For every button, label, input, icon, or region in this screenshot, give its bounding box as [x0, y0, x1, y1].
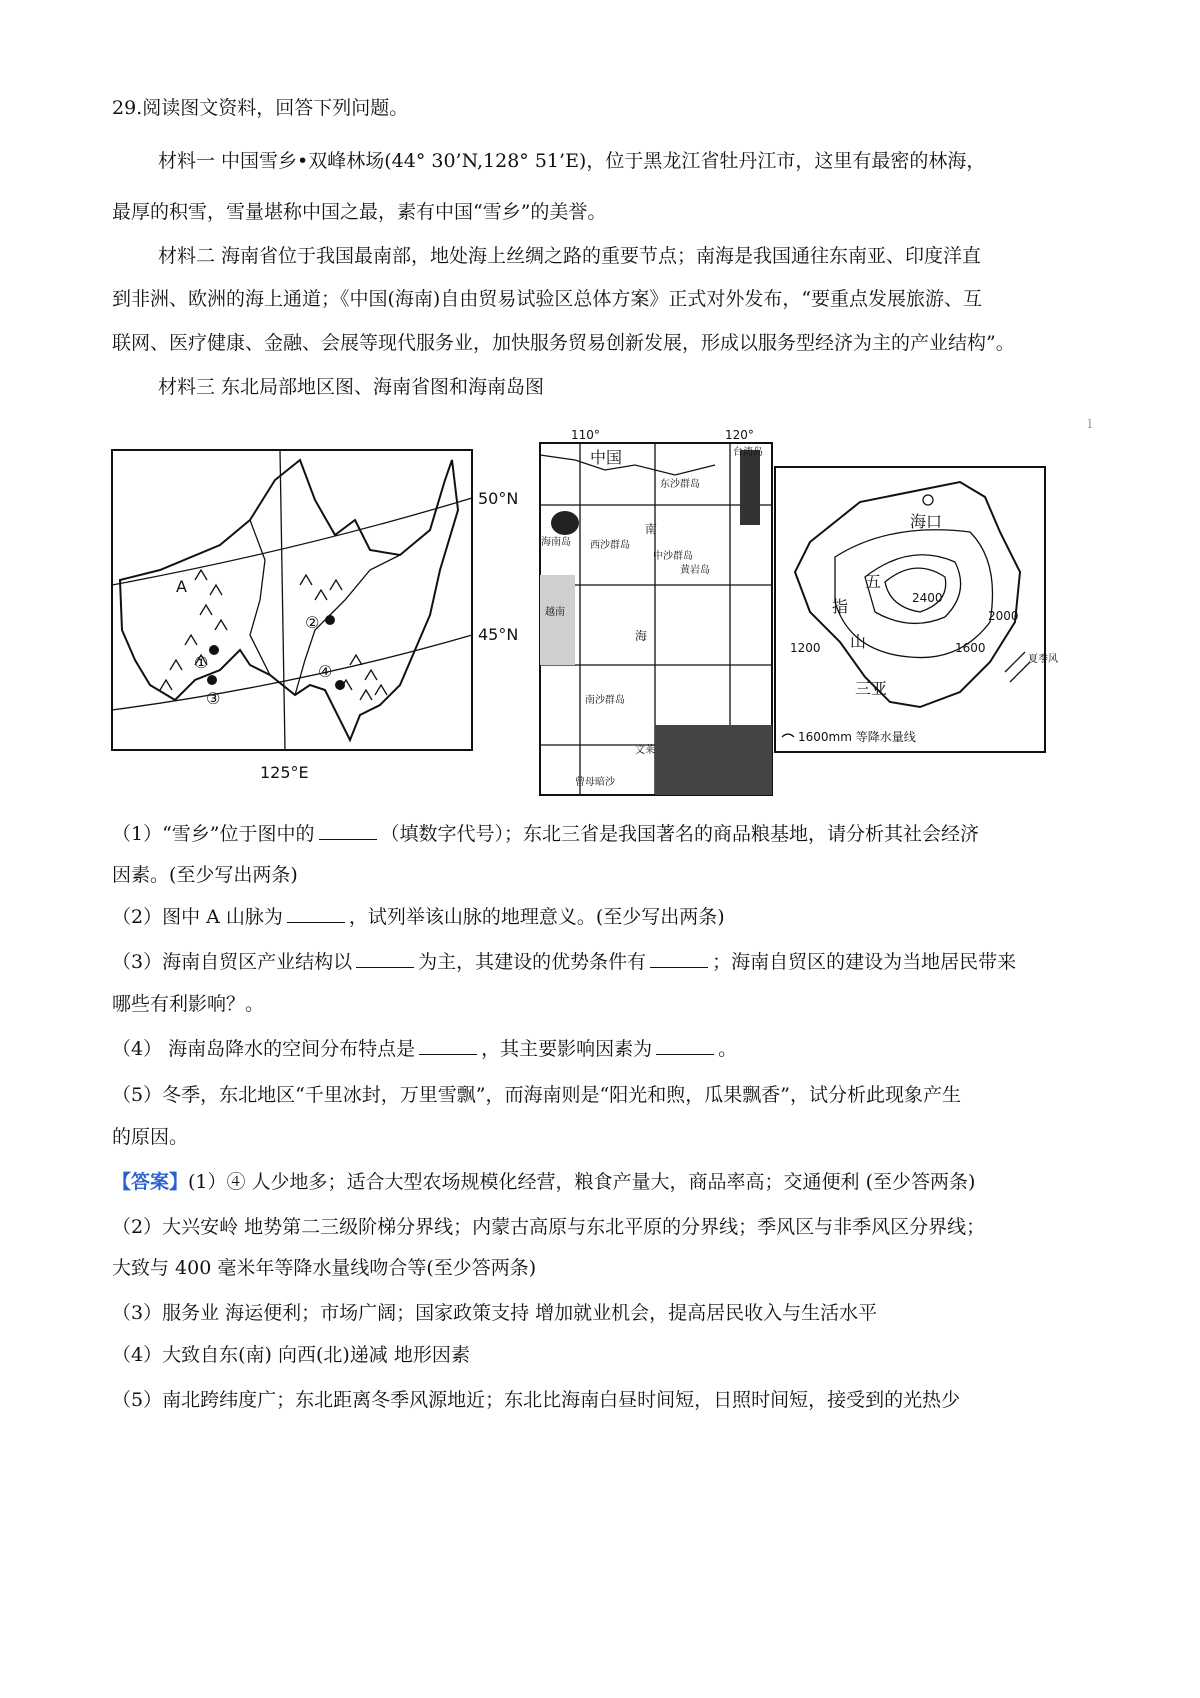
answer2-line1: （2）大兴安岭 地势第二三级阶梯分界线；内蒙古高原与东北平原的分界线；季风区与非季风区分界线；: [112, 1216, 986, 1238]
q1-line2: 因素。(至少写出两条): [112, 864, 298, 886]
shan-label: 山: [850, 632, 867, 651]
material3-caption: 材料三 东北局部地区图、海南省图和海南岛图: [158, 376, 545, 398]
lon-125-line: [280, 450, 285, 750]
q4-blank-1[interactable]: [419, 1036, 477, 1055]
isohyet-2400-label: 2400: [912, 591, 943, 605]
haikou-label: 海口: [910, 512, 943, 531]
lon-125-label: 125°E: [260, 763, 309, 782]
point-3-dot: [207, 675, 217, 685]
vietnam-shape: [540, 575, 575, 665]
q4-text-b: ，其主要影响因素为: [481, 1038, 653, 1060]
northeast-map: [100, 440, 540, 870]
china-label: 中国: [590, 448, 623, 467]
q1-line1: [112, 820, 979, 848]
q5-line2: 的原因。: [112, 1126, 189, 1148]
q3-line1: [112, 948, 1016, 976]
hainan-label: 海南岛: [541, 537, 571, 548]
point-1-dot: [209, 645, 219, 655]
answer5-line: （5）南北跨纬度广；东北距离冬季风源地近；东北比海南白昼时间短，日照时间短，接受到的光热少: [112, 1389, 961, 1411]
china-coast: [540, 455, 715, 475]
borneo-shape: [655, 725, 772, 795]
q3-text-b: 为主，其建设的优势条件有: [418, 951, 647, 973]
lat-45-line: [112, 635, 472, 710]
point-2-dot: [325, 615, 335, 625]
q3-blank-2[interactable]: [650, 949, 708, 968]
q2-line: [112, 903, 725, 931]
material2-line3: 联网、医疗健康、金融、会展等现代服务业，加快服务贸易创新发展，形成以服务型经济为主的产业结构”。: [112, 332, 1015, 354]
hainan-province-map: [535, 425, 780, 800]
q2-text-a: （2）图中 A 山脉为: [112, 906, 283, 928]
zhi-label: 指: [832, 597, 849, 616]
q1-text-a: （1）“雪乡”位于图中的: [112, 823, 315, 845]
question-title: 29.阅读图文资料，回答下列问题。: [112, 97, 409, 119]
nan-label: 南: [645, 522, 658, 536]
zhongsha-label: 中沙群岛: [653, 551, 693, 562]
mountain-a-label: A: [176, 577, 187, 596]
summer-wind-label: 夏季风: [1028, 654, 1058, 665]
point-3-label: ③: [206, 689, 221, 708]
legend-line-icon: [782, 734, 794, 737]
isohyet-2000-label: 2000: [988, 609, 1019, 623]
zengmu-label: 曾母暗沙: [575, 777, 615, 788]
q3-line2: 哪些有利影响？。: [112, 993, 265, 1015]
summer-wind-arrows: [1005, 652, 1030, 682]
material1-line1: 材料一 中国雪乡•双峰林场(44° 30’N,128° 51’E)，位于黑龙江省牡丹江市，这里有最密的林海，: [158, 150, 986, 172]
material2-line1: 材料二 海南省位于我国最南部，地处海上丝绸之路的重要节点；南海是我国通往东南亚、印度洋直: [158, 245, 982, 267]
lat-50-line: [112, 498, 472, 585]
hai-label: 海: [635, 629, 648, 643]
q4-text-c: 。: [718, 1038, 738, 1060]
taiwan-label: 台湾岛: [733, 447, 763, 458]
lat-45-label: 45°N: [478, 625, 519, 644]
point-1-label: ①: [194, 653, 209, 672]
answer1-line: [112, 1168, 975, 1196]
island-outline: [795, 482, 1020, 707]
material1-line2: 最厚的积雪，雪量堪称中国之最，素有中国“雪乡”的美誉。: [112, 201, 607, 223]
northeast-map-frame: [112, 450, 472, 750]
nansha-label: 南沙群岛: [585, 695, 625, 706]
huangyan-label: 黄岩岛: [680, 565, 710, 576]
stray-mark: l: [1088, 417, 1092, 431]
taiwan-shape: [740, 450, 760, 525]
point-2-label: ②: [305, 613, 320, 632]
q4-text-a: （4） 海南岛降水的空间分布特点是: [112, 1038, 416, 1060]
lat-50-label: 50°N: [478, 489, 519, 508]
answer2-line2: 大致与 400 毫米年等降水量线吻合等(至少答两条): [112, 1257, 537, 1279]
point-4-dot: [335, 680, 345, 690]
q1-blank[interactable]: [319, 821, 377, 840]
q2-blank[interactable]: [287, 904, 345, 923]
material2-line2: 到非洲、欧洲的海上通道；《中国(海南)自由贸易试验区总体方案》正式对外发布，“要重点发展旅游、互: [112, 288, 983, 310]
q1-text-b: （填数字代号）；东北三省是我国著名的商品粮基地，请分析其社会经济: [380, 823, 980, 845]
isohyet-1200-label: 1200: [790, 641, 821, 655]
wu-label: 五: [865, 572, 882, 591]
q4-blank-2[interactable]: [656, 1036, 714, 1055]
q3-blank-1[interactable]: [356, 949, 414, 968]
northeast-outline: [120, 460, 458, 740]
hainan-island-map: [770, 462, 1060, 757]
lon-120-label: 120°: [725, 428, 754, 442]
answer-tag: 【答案】: [112, 1171, 189, 1193]
point-4-label: ④: [318, 662, 333, 681]
legend-label: 1600mm 等降水量线: [798, 730, 916, 744]
lon-110-label: 110°: [571, 428, 600, 442]
answer4-line: （4）大致自东(南) 向西(北)递减 地形因素: [112, 1344, 470, 1366]
q2-text-b: ，试列举该山脉的地理意义。(至少写出两条): [348, 906, 725, 928]
q3-text-a: （3）海南自贸区产业结构以: [112, 951, 353, 973]
answer3-line: （3）服务业 海运便利；市场广阔；国家政策支持 增加就业机会，提高居民收入与生活水平: [112, 1302, 878, 1324]
province-border-1: [250, 520, 270, 675]
isohyet-1600-label: 1600: [955, 641, 986, 655]
xisha-label: 西沙群岛: [590, 540, 630, 551]
q3-text-c: ；海南自贸区的建设为当地居民带来: [712, 951, 1017, 973]
sanya-label: 三亚: [855, 679, 888, 698]
answer1-text: (1）④ 人少地多；适合大型农场规模化经营，粮食产量大，商品率高；交通便利 (至少答两条): [188, 1171, 976, 1193]
hainan-island-shape: [551, 511, 579, 535]
brunei-label: 文莱: [635, 745, 655, 756]
q4-line: [112, 1035, 737, 1063]
dongsha-label: 东沙群岛: [660, 479, 700, 490]
haikou-marker: [923, 495, 933, 505]
vietnam-label: 越南: [545, 607, 565, 618]
q5-line1: （5）冬季，东北地区“千里冰封，万里雪飘”，而海南则是“阳光和煦，瓜果飘香”，试分析此现象产生: [112, 1084, 961, 1106]
